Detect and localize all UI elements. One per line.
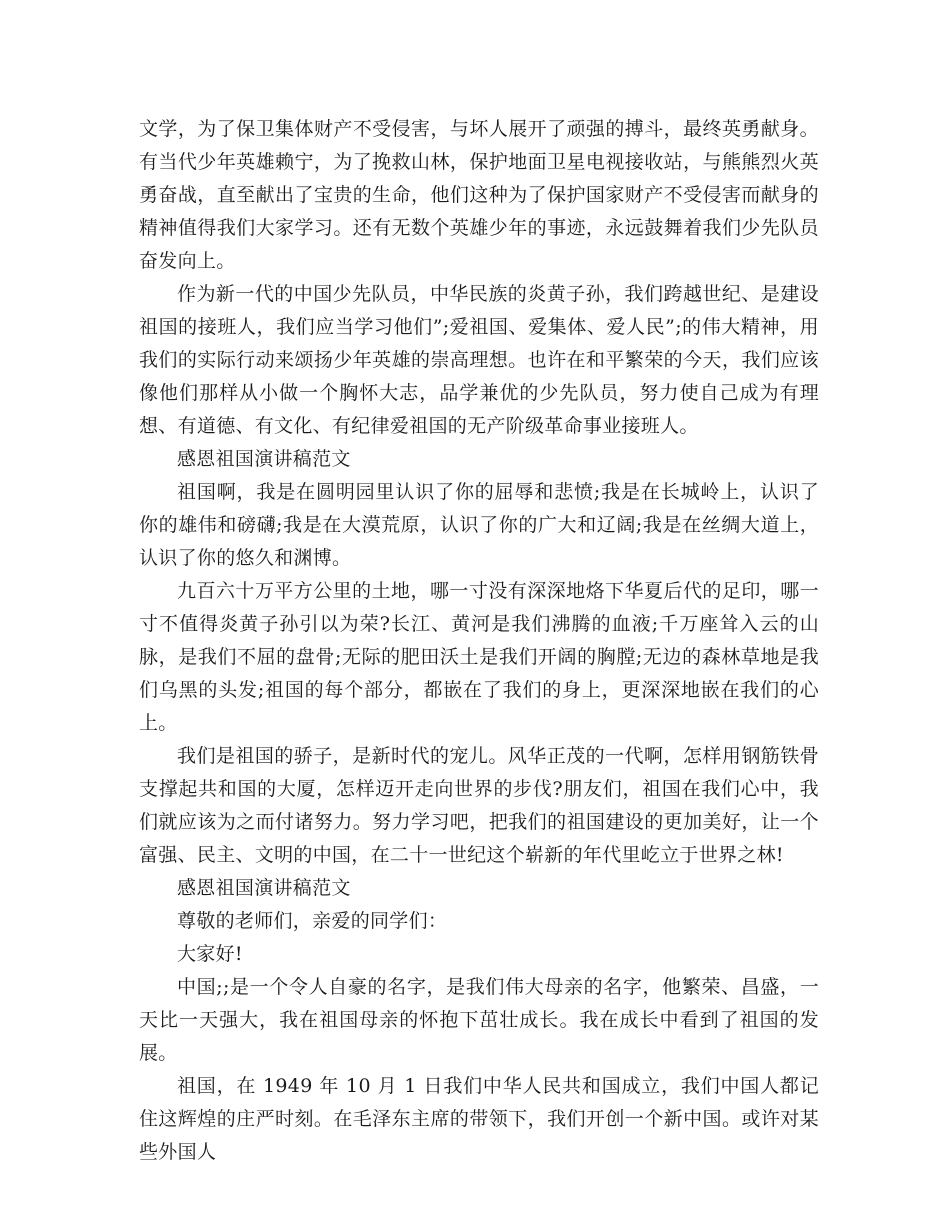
paragraph-3: 祖国啊，我是在圆明园里认识了你的屈辱和悲愤;我是在长城岭上，认识了你的雄伟和磅礴;我是在大漠荒原，认识了你的广大和辽阔;我是在丝绸大道上，认识了你的悠久和渊博。 (139, 481, 819, 569)
section-heading-1: 感恩祖国演讲稿范文 (177, 448, 351, 470)
section-heading-2: 感恩祖国演讲稿范文 (177, 877, 351, 899)
greeting: 大家好! (177, 943, 243, 965)
paragraph-7: 祖国，在 1949 年 10 月 1 日我们中华人民共和国成立，我们中国人都记住这辉煌的庄严时刻。在毛泽东主席的带领下，我们开创一个新中国。或许对某些外国人 (139, 1075, 819, 1163)
salutation: 尊敬的老师们，亲爱的同学们： (177, 910, 448, 932)
paragraph-1: 文学，为了保卫集体财产不受侵害，与坏人展开了顽强的搏斗，最终英勇献身。有当代少年英雄赖宁，为了挽救山林，保护地面卫星电视接收站，与熊熊烈火英勇奋战，直至献出了宝贵的生命，他们这种为了保护国家财产不受侵害而献身的精神值得我们大家学习。还有无数个英雄少年的事迹，永远鼓舞着我们少先队员奋发向上。 (139, 118, 819, 272)
paragraph-2: 作为新一代的中国少先队员，中华民族的炎黄子孙，我们跨越世纪、是建设祖国的接班人，我们应当学习他们”;爱祖国、爱集体、爱人民”;的伟大精神，用我们的实际行动来颂扬少年英雄的崇高理想。也许在和平繁荣的今天，我们应该像他们那样从小做一个胸怀大志，品学兼优的少先队员，努力使自己成为有理想、有道德、有文化、有纪律爱祖国的无产阶级革命事业接班人。 (139, 283, 819, 437)
paragraph-6: 中国;;是一个令人自豪的名字，是我们伟大母亲的名字，他繁荣、昌盛，一天比一天强大，我在祖国母亲的怀抱下茁壮成长。我在成长中看到了祖国的发展。 (139, 976, 819, 1064)
paragraph-4: 九百六十万平方公里的土地，哪一寸没有深深地烙下华夏后代的足印，哪一寸不值得炎黄子孙引以为荣?长江、黄河是我们沸腾的血液;千万座耸入云的山脉，是我们不屈的盘骨;无际的肥田沃土是我们开阔的胸膛;无边的森林草地是我们乌黑的头发;祖国的每个部分，都嵌在了我们的身上，更深深地嵌在我们的心上。 (139, 580, 819, 734)
paragraph-5: 我们是祖国的骄子，是新时代的宠儿。风华正茂的一代啊，怎样用钢筋铁骨支撑起共和国的大厦，怎样迈开走向世界的步伐?朋友们，祖国在我们心中，我们就应该为之而付诸努力。努力学习吧，把我们的祖国建设的更加美好，让一个富强、民主、文明的中国，在二十一世纪这个崭新的年代里屹立于世界之林! (139, 745, 819, 866)
document-body (139, 113, 819, 1169)
